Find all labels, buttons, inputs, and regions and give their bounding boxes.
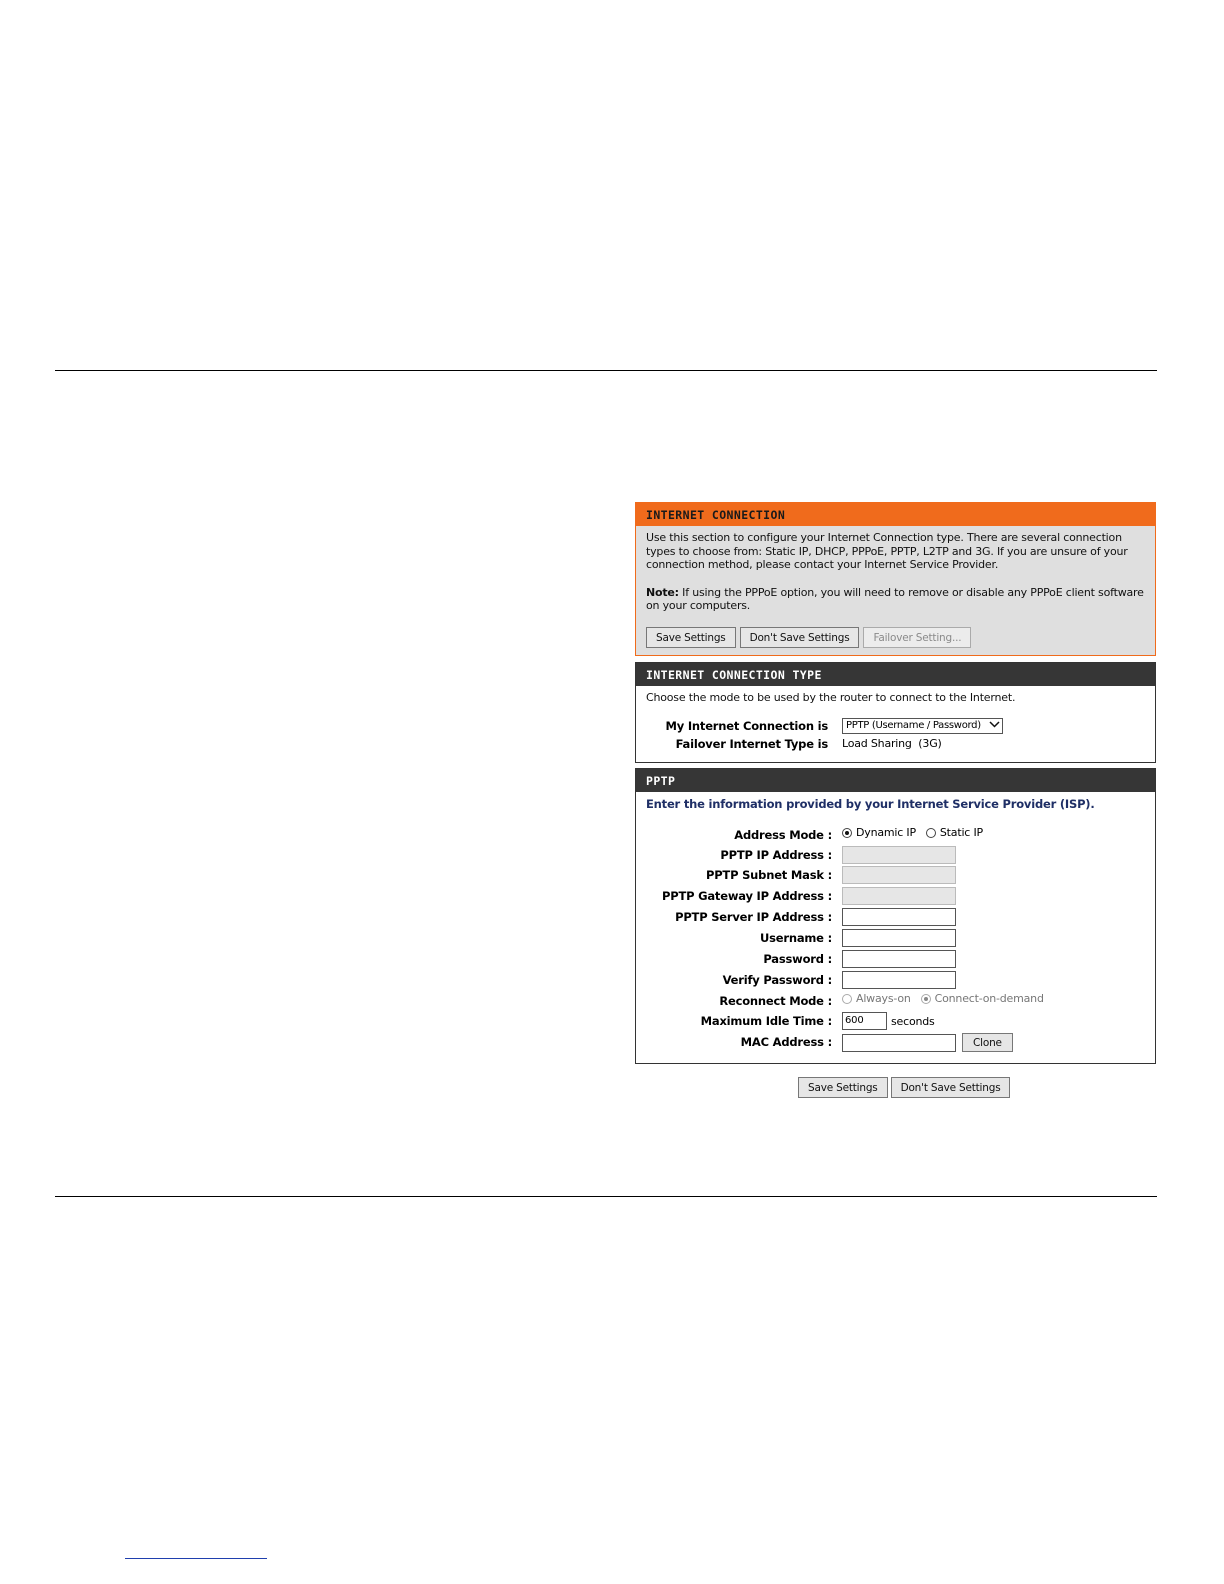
connection-type-panel	[635, 662, 1156, 763]
internet-connection-panel	[635, 502, 1156, 656]
note-label: Note:	[646, 585, 679, 599]
pptp-ip-label: PPTP IP Address :	[720, 848, 832, 862]
pptp-gateway-input	[842, 887, 956, 905]
static-ip-label: Static IP	[939, 826, 983, 839]
connect-on-demand-radio	[921, 994, 931, 1004]
username-label: Username :	[760, 931, 832, 945]
failover-type-value: Load Sharing (3G)	[842, 737, 942, 750]
always-on-radio	[842, 994, 852, 1004]
password-input[interactable]	[842, 950, 956, 968]
pptp-gateway-row	[636, 887, 1155, 906]
address-mode-label: Address Mode :	[734, 828, 832, 842]
failover-type-label: Failover Internet Type is	[675, 737, 828, 751]
mac-address-input[interactable]	[842, 1034, 956, 1052]
internet-connection-title: INTERNET CONNECTION	[636, 503, 1155, 526]
pppoe-note	[646, 586, 1145, 613]
pptp-mask-input	[842, 866, 956, 884]
password-row	[636, 950, 1155, 969]
clone-button[interactable]: Clone	[962, 1033, 1013, 1052]
save-settings-button[interactable]: Save Settings	[646, 627, 736, 648]
pptp-mask-label: PPTP Subnet Mask :	[705, 868, 832, 882]
pptp-ip-row	[636, 846, 1155, 865]
pptp-gateway-label: PPTP Gateway IP Address :	[662, 889, 832, 903]
failover-setting-button: Failover Setting...	[863, 627, 971, 648]
idle-time-unit: seconds	[891, 1014, 935, 1028]
pptp-mask-row	[636, 866, 1155, 885]
top-rule	[55, 370, 1157, 371]
chevron-down-icon	[989, 719, 1000, 734]
isp-instruction: Enter the information provided by your Internet Service Provider (ISP).	[646, 797, 1095, 811]
idle-time-row	[636, 1012, 1155, 1031]
reconnect-mode-label: Reconnect Mode :	[719, 994, 832, 1008]
pptp-server-row	[636, 908, 1155, 927]
username-input[interactable]	[842, 929, 956, 947]
idle-time-label: Maximum Idle Time :	[700, 1014, 832, 1028]
always-on-label: Always-on	[856, 992, 911, 1005]
internet-connection-buttons	[646, 627, 971, 648]
dont-save-settings-button[interactable]: Don't Save Settings	[740, 627, 860, 648]
static-ip-radio[interactable]	[926, 828, 936, 838]
bottom-save-settings-button[interactable]: Save Settings	[798, 1077, 888, 1098]
verify-password-label: Verify Password :	[722, 973, 832, 987]
bottom-rule	[55, 1196, 1157, 1197]
note-text: If using the PPPoE option, you will need to remove or disable any PPPoE client software on your computers.	[646, 585, 1144, 612]
mac-address-row	[636, 1033, 1155, 1052]
address-mode-row	[636, 826, 1155, 845]
pptp-panel	[635, 768, 1156, 1064]
mac-address-label: MAC Address :	[740, 1035, 832, 1049]
idle-time-input[interactable]: 600	[842, 1012, 887, 1030]
internet-connection-text	[636, 526, 1155, 613]
dynamic-ip-label: Dynamic IP	[856, 826, 916, 839]
connect-on-demand-label: Connect-on-demand	[934, 992, 1044, 1005]
username-row	[636, 929, 1155, 948]
pptp-ip-input	[842, 846, 956, 864]
password-label: Password :	[763, 952, 832, 966]
verify-password-row	[636, 971, 1155, 990]
verify-password-input[interactable]	[842, 971, 956, 989]
connection-type-label: My Internet Connection is	[665, 719, 828, 733]
connection-type-description: Choose the mode to be used by the router to connect to the Internet.	[646, 691, 1016, 704]
dynamic-ip-radio[interactable]	[842, 828, 852, 838]
bottom-buttons	[798, 1077, 1010, 1098]
bottom-dont-save-settings-button[interactable]: Don't Save Settings	[891, 1077, 1011, 1098]
connection-type-title: INTERNET CONNECTION TYPE	[636, 663, 1155, 686]
pptp-server-input[interactable]	[842, 908, 956, 926]
internet-connection-description: Use this section to configure your Internet Connection type. There are several connection types to choose from: Static IP, DHCP, PPPoE, PPTP, L2TP and 3G. If you are unsure of your connection method, please contact your Internet Service Provider.	[646, 531, 1128, 571]
pptp-server-label: PPTP Server IP Address :	[675, 910, 832, 924]
connection-type-select[interactable]	[842, 718, 1003, 734]
footer-link-underline	[125, 1558, 267, 1559]
pptp-title: PPTP	[636, 769, 1155, 792]
reconnect-mode-row	[636, 992, 1155, 1011]
connection-type-value: PPTP (Username / Password)	[846, 720, 981, 731]
